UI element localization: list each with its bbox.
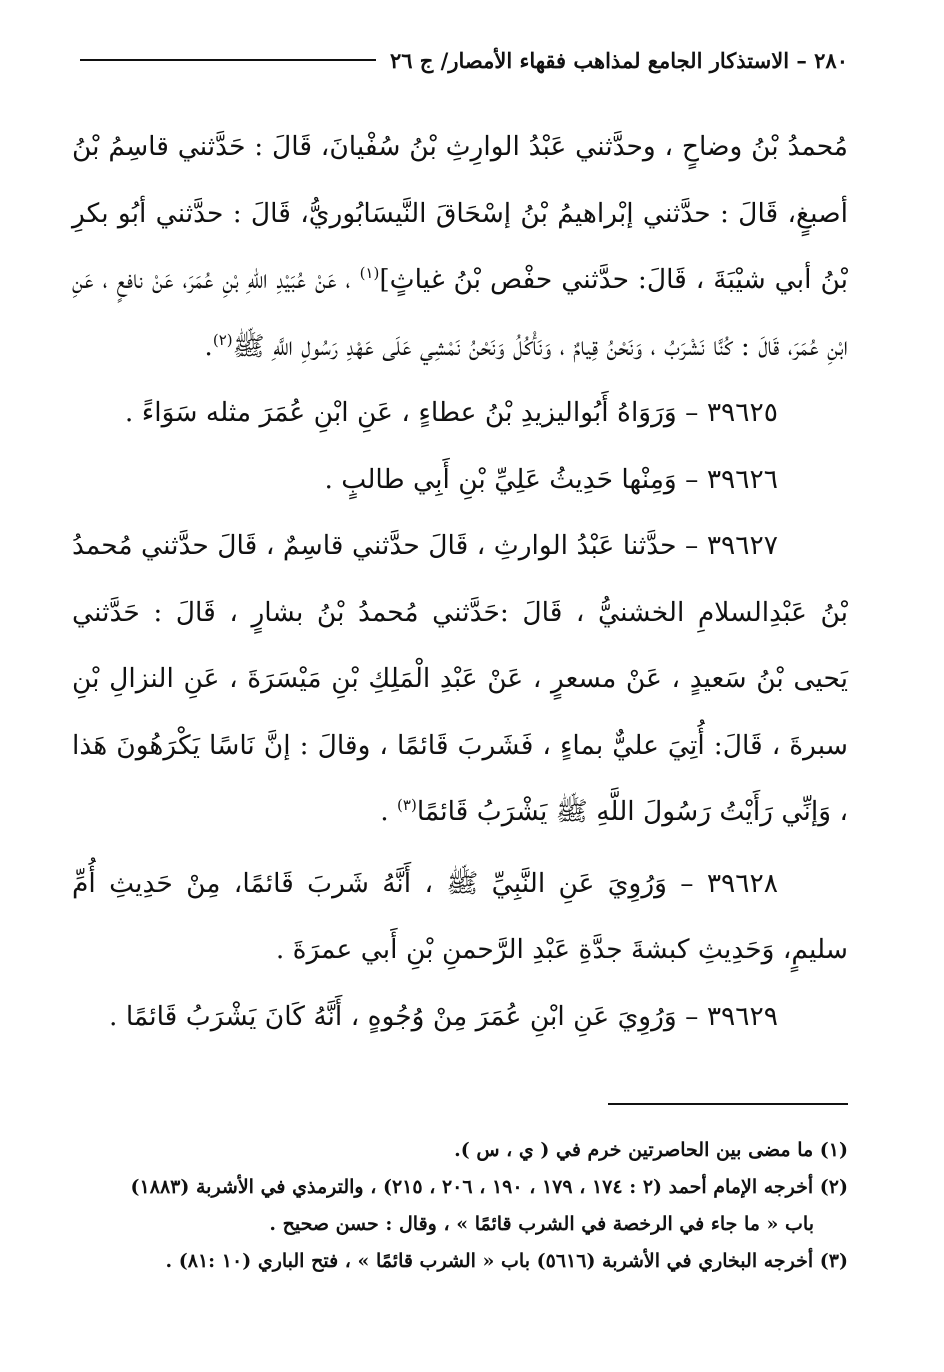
footnote-3: [80, 1243, 848, 1280]
paragraph-text: وَمِنْها حَدِيثُ عَلِيِّ بْنِ أَبِي طالبٍ .: [324, 463, 677, 495]
paragraph-isnad: [72, 114, 848, 380]
footnote-2: [80, 1169, 848, 1243]
paragraph-text: وَرَوَاهُ أَبُواليزيدِ بْنُ عطاءٍ ، عَنِ ابْنِ عُمَرَ مثله سَوَاءً .: [124, 397, 677, 428]
footnote-text: ما مضى بين الحاصرتين خرم في ( ي ، س ).: [454, 1139, 814, 1161]
footnote-marker: (٢): [819, 1176, 848, 1198]
header-text: [390, 48, 848, 73]
footnote-1: [80, 1132, 848, 1169]
paragraph-text: حدَّثنا عَبْدُ الوارثِ ، قَالَ حدَّثني قاسِمٌ ، قَالَ حدَّثني مُحمدُ بْنُ عَبْدِالسلامِ الخشنيُّ ، قَالَ :حَدَّثني مُحمدُ بْنُ بشارٍ ، قَالَ : حَدَّثني يَحيى بْنُ سَعيدٍ ، عَنْ مسعرٍ ، عَنْ عَبْدِ الْمَلِكِ بْنِ مَيْسَرَةَ ، عَنِ النزالِ بْنِ سبرةَ ، قَالَ: أُتِيَ عليٌّ بماءٍ ، فَشَربَ قَائمًا ، وقالَ : إنَّ نَاسًا يَكْرَهُونَ هَذا ، وَإنِّي رَأَيْتُ رَسُولَ اللَّهِ ﷺ يَشْرَبُ قَائمًا: [72, 530, 848, 827]
paragraph-text: ، عَنْ عُبَيْدِ اللهِ بْنِ عُمَرَ، عَنْ نافعٍ ، عَنِ ابْنِ عُمَرَ، قَالَ : كُنَّا نَشْرَبُ ، وَنَحْنُ قِيامٌ ، وَنَأْكُلُ وَنَحْنُ نَمْشِي عَلَى عَهْدِ رَسُولِ اللَّهِ ﷺ: [72, 264, 848, 362]
entry-number: ٣٩٦٢٧: [706, 530, 778, 561]
running-header: [80, 40, 848, 80]
footnote-marker: (٣): [819, 1250, 848, 1272]
header-rule: [80, 59, 376, 61]
entry-dash: –: [685, 463, 699, 495]
paragraph-text: .: [204, 330, 213, 362]
entry-dash: –: [685, 1000, 699, 1032]
paragraph-39625: [72, 380, 848, 447]
paragraph-39627: [72, 513, 848, 846]
page-number: ٢٨٠: [814, 47, 848, 73]
entry-dash: –: [685, 397, 699, 428]
footnote-text-continued: باب « ما جاء في الرخصة في الشرب قائمًا » ، وقال : حسن صحيح .: [269, 1213, 814, 1235]
main-text: [72, 114, 848, 1050]
footnote-ref-2[interactable]: (٢): [212, 330, 233, 349]
entry-number: ٣٩٦٢٥: [706, 397, 778, 428]
paragraph-text: وَرُوِيَ عَنِ النَّبِيِّ ﷺ ، أَنَّهُ شَربَ قَائمًا، مِنْ حَدِيثِ أُمِّ سليمٍ، وَحَدِيثِ كبشةَ جدَّةِ عَبْدِ الرَّحمنِ بْنِ أَبي عمرَةَ .: [72, 867, 848, 965]
header-separator: –: [796, 47, 807, 73]
entry-dash: –: [685, 530, 699, 561]
footnote-text: أخرجه البخاري في الأشربة (٥٦١٦) باب « الشرب قائمًا » ، فتح الباري (١٠ :٨١) .: [165, 1250, 814, 1272]
paragraph-39626: [72, 447, 848, 514]
entry-dash: –: [680, 867, 694, 899]
footnote-text: أخرجه الإمام أحمد (٢ : ١٧٤ ، ١٧٩ ، ١٩٠ ، ٢٠٦ ، ٢١٥) ، والترمذي في الأشربة (١٨٨٣): [130, 1176, 814, 1198]
paragraph-text: وَرُوِيَ عَنِ ابْنِ عُمَرَ مِنْ وُجُوهٍ ، أَنَّهُ كَانَ يَشْرَبُ قَائمًا .: [108, 1000, 677, 1032]
footnote-rule: [608, 1103, 848, 1105]
entry-number: ٣٩٦٢٦: [706, 463, 778, 495]
book-title: الاستذكار الجامع لمذاهب فقهاء الأمصار/ ج ٢٦: [389, 47, 790, 73]
paragraph-text: مُحمدُ بْنُ وضاحٍ ، وحدَّثني عَبْدُ الوارِثِ بْنُ سُفْيانَ، قَالَ : حَدَّثني قاسِمُ بْنُ أصبغٍ، قَالَ : حدَّثني إبْراهيمُ بْنُ إسْحَاقَ النَّيسَابُوريُّ، قَالَ : حدَّثني أبُو بكرِ بْنُ أبي شيْبَةَ ، قَالَ: حدَّثني حفْص بْنُ غياثٍ]: [72, 131, 848, 295]
footnote-marker: (١): [819, 1139, 848, 1161]
paragraph-text: .: [380, 796, 398, 827]
entry-number: ٣٩٦٢٨: [706, 867, 778, 899]
paragraph-39629: [72, 984, 848, 1051]
footnotes: [80, 1132, 848, 1280]
entry-number: ٣٩٦٢٩: [706, 1000, 778, 1032]
footnote-ref-3[interactable]: (٣): [397, 796, 417, 814]
paragraph-39628: [72, 851, 848, 984]
footnote-ref-1[interactable]: (١): [359, 264, 380, 282]
